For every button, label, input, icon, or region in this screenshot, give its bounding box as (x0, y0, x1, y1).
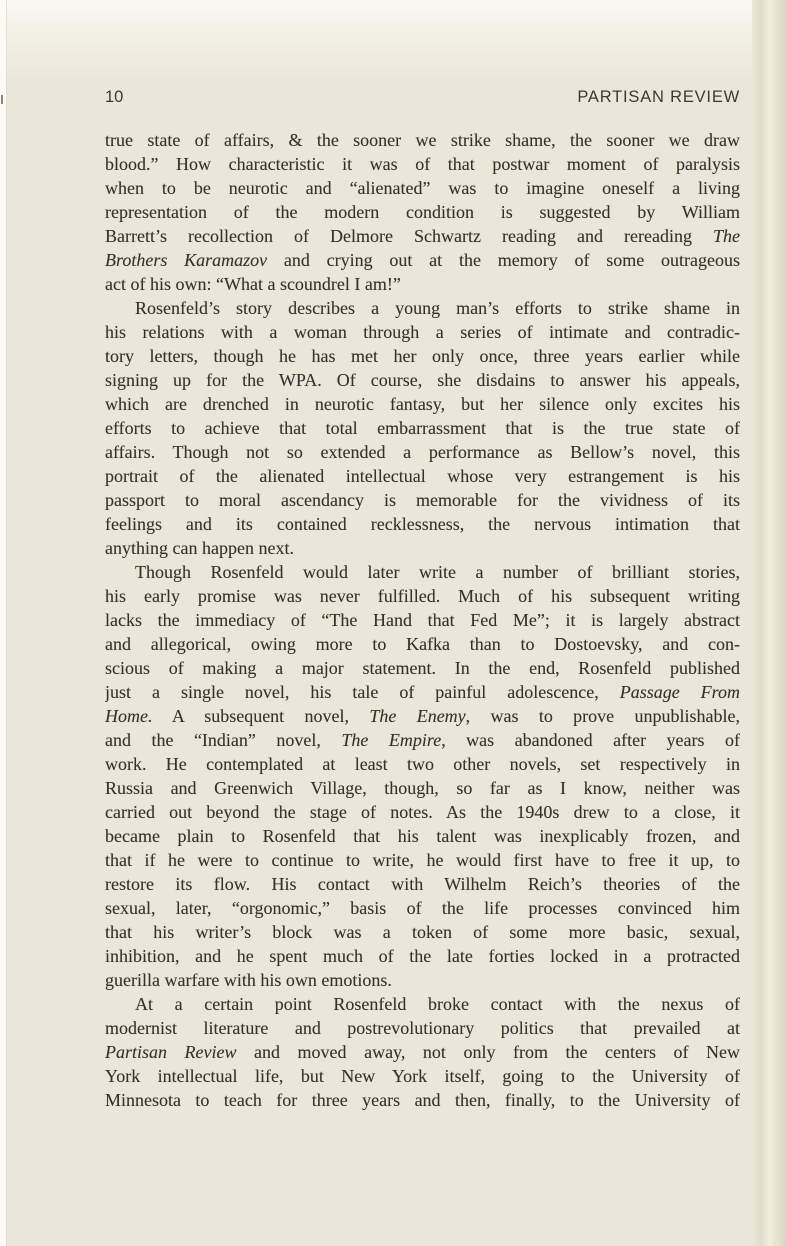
text-run: that if he were to continue to write, he would first have to free it up, to (105, 850, 740, 870)
text-run: Though Rosenfeld would later write a number of brilliant stories, (135, 562, 740, 582)
text-line (105, 944, 740, 968)
text-run: Rosenfeld’s story describes a young man’s efforts to strike shame in (135, 298, 740, 318)
text-line (105, 968, 740, 992)
text-line (105, 560, 740, 584)
text-line (105, 128, 740, 152)
text-run: Minnesota to teach for three years and then, finally, to the University of (105, 1090, 740, 1110)
text-line (105, 224, 740, 248)
text-run: when to be neurotic and “alienated” was to imagine oneself a living (105, 178, 740, 198)
italic-text-run: Home. (105, 706, 153, 726)
text-line (105, 848, 740, 872)
text-run: his early promise was never fulfilled. Much of his subsequent writing (105, 586, 740, 606)
text-run: became plain to Rosenfeld that his talent was inexplicably frozen, and (105, 826, 740, 846)
text-run: , was abandoned after years of (441, 730, 740, 750)
text-run: portrait of the alienated intellectual whose very estrangement is his (105, 466, 740, 486)
text-line (105, 272, 740, 296)
text-line (105, 296, 740, 320)
italic-text-run: Brothers Karamazov (105, 250, 268, 270)
text-line (105, 728, 740, 752)
text-line (105, 416, 740, 440)
text-run: signing up for the WPA. Of course, she disdains to answer his appeals, (105, 370, 740, 390)
text-run: tory letters, though he has met her only once, three years earlier while (105, 346, 740, 366)
text-run: Russia and Greenwich Village, though, so far as I know, neither was (105, 778, 740, 798)
italic-text-run: Partisan Review (105, 1042, 237, 1062)
text-line (105, 872, 740, 896)
text-line (105, 992, 740, 1016)
text-line (105, 632, 740, 656)
page-content (105, 88, 740, 1112)
text-run: carried out beyond the stage of notes. As the 1940s drew to a close, it (105, 802, 740, 822)
text-run: just a single novel, his tale of painful adolescence, (105, 682, 620, 702)
text-run: affairs. Though not so extended a performance as Bellow’s novel, this (105, 442, 740, 462)
page-header (105, 88, 740, 106)
page-number: 10 (105, 88, 124, 106)
text-line (105, 680, 740, 704)
text-run: Barrett’s recollection of Delmore Schwartz reading and rereading (105, 226, 713, 246)
text-line (105, 920, 740, 944)
text-run: At a certain point Rosenfeld broke contact with the nexus of (135, 994, 740, 1014)
running-title: PARTISAN REVIEW (577, 88, 740, 106)
text-line (105, 800, 740, 824)
text-line (105, 1016, 740, 1040)
text-run: lacks the immediacy of “The Hand that Fed Me”; it is largely abstract (105, 610, 740, 630)
italic-text-run: The Enemy (369, 706, 466, 726)
text-line (105, 464, 740, 488)
text-line (105, 200, 740, 224)
text-run: , was to prove unpublishable, (465, 706, 740, 726)
text-run: work. He contemplated at least two other novels, set respectively in (105, 754, 740, 774)
text-run: anything can happen next. (105, 538, 294, 558)
text-run: guerilla warfare with his own emotions. (105, 970, 392, 990)
text-line (105, 440, 740, 464)
text-run: and the “Indian” novel, (105, 730, 342, 750)
text-line (105, 1040, 740, 1064)
text-run: representation of the modern condition is suggested by William (105, 202, 740, 222)
text-line (105, 320, 740, 344)
italic-text-run: Passage From (619, 682, 740, 702)
text-line (105, 536, 740, 560)
text-run: feelings and its contained recklessness, the nervous intimation that (105, 514, 740, 534)
text-run: modernist literature and postrevolutionary politics that prevailed at (105, 1018, 740, 1038)
scan-top-edge (6, 0, 752, 80)
text-run: passport to moral ascendancy is memorable for the vividness of its (105, 490, 740, 510)
text-line (105, 392, 740, 416)
text-run: blood.” How characteristic it was of that postwar moment of paralysis (105, 154, 740, 174)
text-run: true state of affairs, & the sooner we strike shame, the sooner we draw (105, 130, 740, 150)
text-line (105, 1088, 740, 1112)
text-line (105, 896, 740, 920)
scan-right-edge (752, 0, 785, 1246)
text-line (105, 608, 740, 632)
text-run: which are drenched in neurotic fantasy, but her silence only excites his (105, 394, 740, 414)
text-run: that his writer’s block was a token of some more basic, sexual, (105, 922, 740, 942)
text-line (105, 368, 740, 392)
text-line (105, 176, 740, 200)
text-line (105, 152, 740, 176)
text-run: inhibition, and he spent much of the late forties locked in a protracted (105, 946, 740, 966)
text-run: York intellectual life, but New York itself, going to the University of (105, 1066, 740, 1086)
scan-left-edge (0, 0, 7, 1246)
text-run: restore its flow. His contact with Wilhelm Reich’s theories of the (105, 874, 740, 894)
text-run: sexual, later, “orgonomic,” basis of the life processes convinced him (105, 898, 740, 918)
italic-text-run: The Empire (341, 730, 442, 750)
text-run: scious of making a major statement. In the end, Rosenfeld published (105, 658, 740, 678)
text-line (105, 248, 740, 272)
text-run: act of his own: “What a scoundrel I am!” (105, 274, 401, 294)
text-line (105, 704, 740, 728)
text-line (105, 488, 740, 512)
text-line (105, 1064, 740, 1088)
italic-text-run: The (713, 226, 740, 246)
text-run: and moved away, not only from the centers of New (236, 1042, 740, 1062)
text-line (105, 344, 740, 368)
text-run: and allegorical, owing more to Kafka than to Dostoevsky, and con- (105, 634, 740, 654)
text-line (105, 584, 740, 608)
text-run: his relations with a woman through a series of intimate and contradic- (105, 322, 740, 342)
scan-speck (1, 95, 3, 104)
text-run: A subsequent novel, (152, 706, 370, 726)
text-line (105, 824, 740, 848)
text-run: and crying out at the memory of some outrageous (267, 250, 740, 270)
text-line (105, 512, 740, 536)
text-line (105, 776, 740, 800)
body-text (105, 128, 740, 1112)
text-line (105, 752, 740, 776)
text-line (105, 656, 740, 680)
text-run: efforts to achieve that total embarrassment that is the true state of (105, 418, 740, 438)
